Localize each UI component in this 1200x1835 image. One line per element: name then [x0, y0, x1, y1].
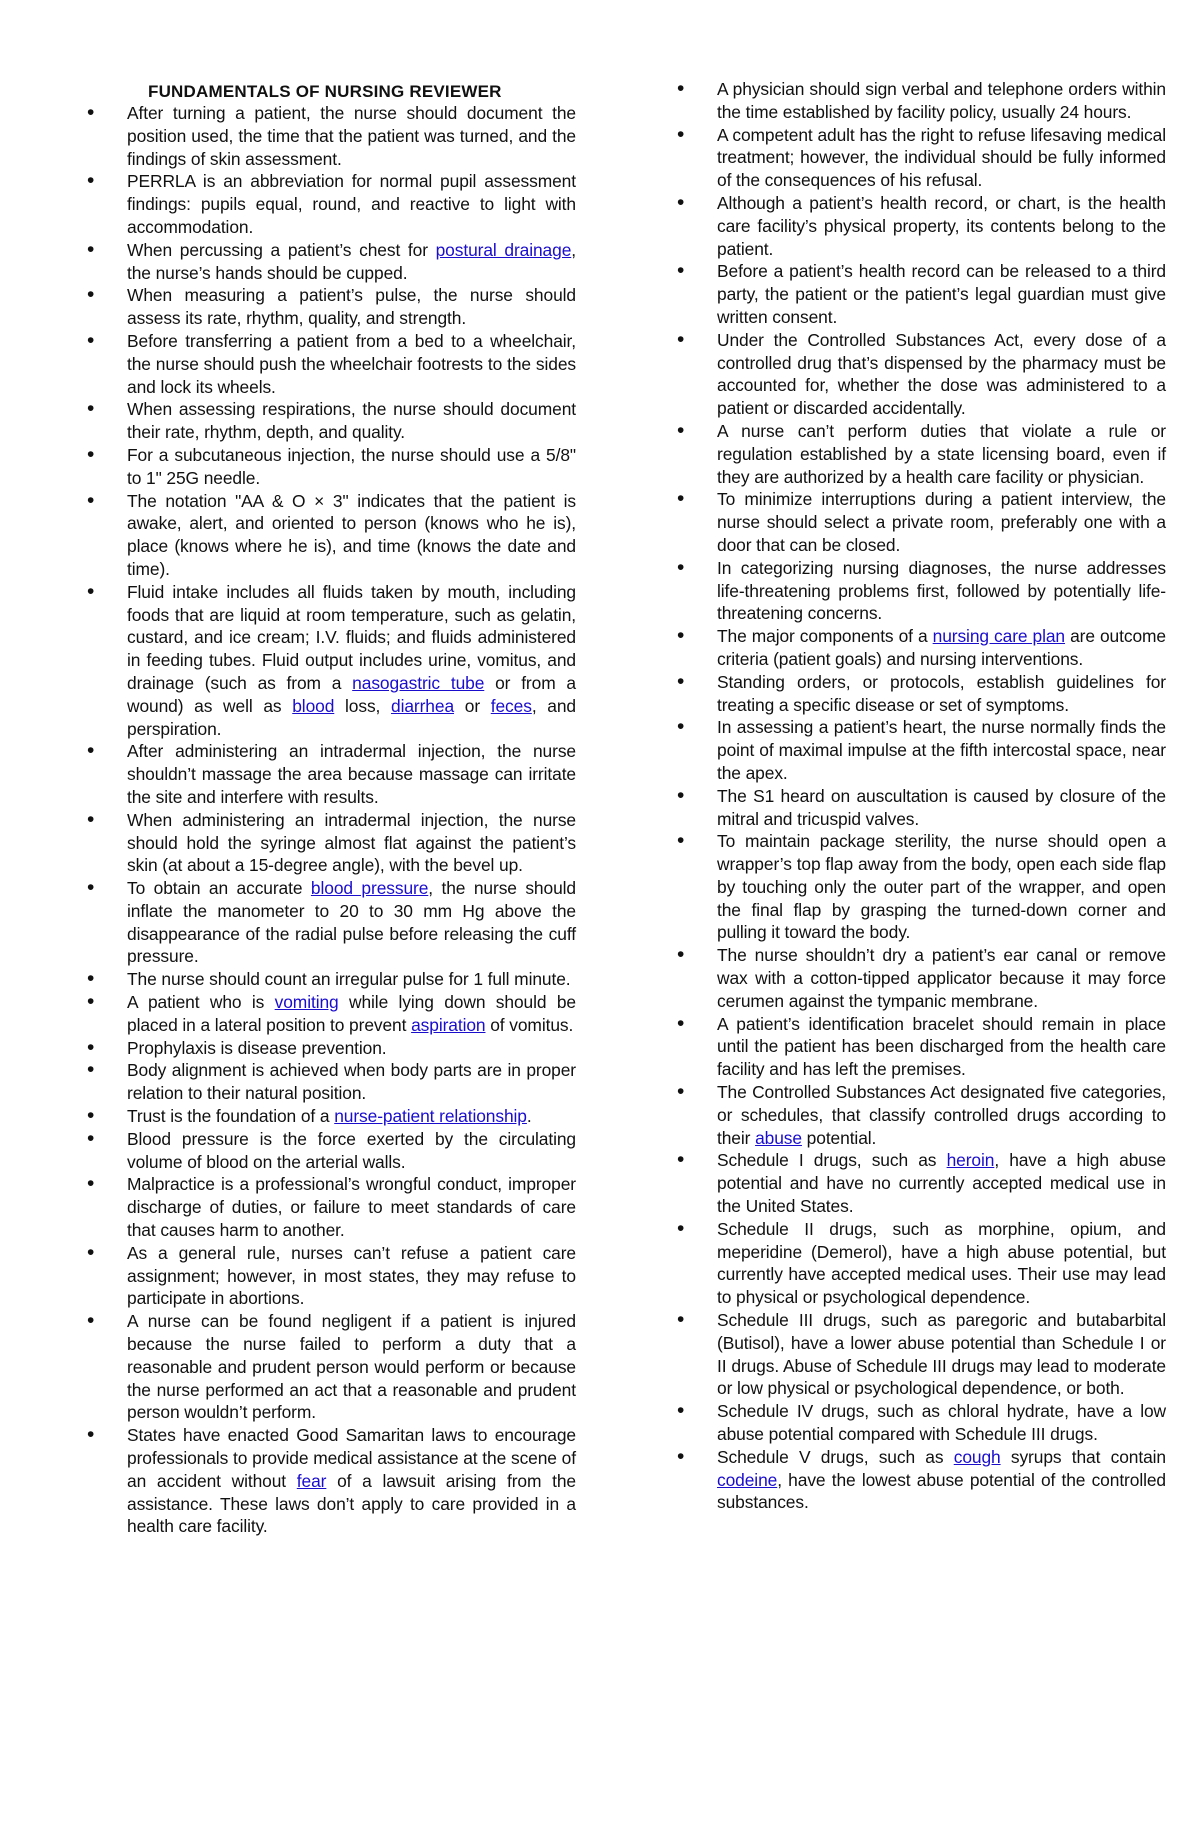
bullet-text: The S1 heard on auscultation is caused by closure of the mitral and tricuspid valves. — [717, 785, 1166, 829]
bullet-text: Fluid intake includes all fluids taken by mouth, including foods that are liquid at room temperature, such as gelatin, custard, and ice cream; I.V. fluids; and fluids administered in feeding tubes. Fluid output includes urine, vomitus, and drainage (such as from a — [127, 581, 576, 693]
inline-link[interactable]: aspiration — [411, 1014, 486, 1035]
bullet-text: As a general rule, nurses can’t refuse a patient care assignment; however, in most states, they may refuse to participate in abortions. — [127, 1242, 576, 1309]
bullet-text: Malpractice is a professional’s wrongful conduct, improper discharge of duties, or failure to meet standards of care that causes harm to another. — [127, 1174, 576, 1241]
bullet-text: loss, — [334, 695, 392, 716]
bullet-text: Schedule III drugs, such as paregoric and butabarbital (Butisol), have a lower abuse potential than Schedule I or II drugs. Abuse of Schedule III drugs may lead to moderate or low physical or psychological dependence, or both. — [717, 1310, 1166, 1399]
bullet-item — [86, 102, 576, 170]
bullet-item — [676, 1013, 1166, 1081]
bullet-text: A nurse can’t perform duties that violate a rule or regulation established by a state licensing board, even if they are authorized by a health care facility or physician. — [717, 420, 1166, 487]
bullet-item — [86, 239, 576, 285]
bullet-item — [676, 830, 1166, 944]
bullet-item — [676, 78, 1166, 124]
bullet-text: Under the Controlled Substances Act, every dose of a controlled drug that’s dispensed by the pharmacy must be accounted for, whether the dose was administered to a patient or discarded accidentally. — [717, 329, 1166, 419]
bullet-item — [86, 1059, 576, 1105]
bullet-text: syrups that contain — [1000, 1446, 1166, 1467]
bullet-text: Schedule IV drugs, such as chloral hydrate, have a low abuse potential compared with Schedule III drugs. — [717, 1401, 1166, 1445]
inline-link[interactable]: abuse — [755, 1127, 802, 1148]
bullet-item — [676, 420, 1166, 488]
bullet-text: or — [454, 695, 491, 716]
bullet-item — [676, 1218, 1166, 1309]
bullet-item — [676, 488, 1166, 556]
bullet-text: Prophylaxis is disease prevention. — [127, 1037, 387, 1058]
page-title: FUNDAMENTALS OF NURSING REVIEWER — [148, 82, 502, 101]
bullet-text: Blood pressure is the force exerted by the circulating volume of blood on the arterial walls. — [127, 1128, 576, 1172]
bullet-text: A patient’s identification bracelet should remain in place until the patient has been discharged from the health care facility and has left the premises. — [717, 1013, 1166, 1080]
bullet-item — [676, 1446, 1166, 1514]
bullet-text: The notation "AA & O × 3" indicates that the patient is awake, alert, and oriented to person (knows who he is), place (knows where he is), and time (knows the date and time). — [127, 490, 576, 579]
bullet-text: Body alignment is achieved when body parts are in proper relation to their natural position. — [127, 1060, 576, 1104]
bullet-text: The major components of a — [717, 626, 933, 647]
bullet-text: are outcome criteria (patient goals) and nursing interventions. — [717, 626, 1166, 669]
bullet-item — [86, 1037, 576, 1060]
bullet-item — [86, 1424, 576, 1538]
bullet-item — [676, 785, 1166, 831]
bullet-text: When assessing respirations, the nurse should document their rate, rhythm, depth, and quality. — [127, 399, 576, 443]
bullet-text: Although a patient’s health record, or chart, is the health care facility’s physical property, its contents belong to the patient. — [717, 192, 1166, 259]
bullet-text: When administering an intradermal injection, the nurse should hold the syringe almost flat against the patient’s skin (at about a 15-degree angle), with the bevel up. — [127, 809, 576, 876]
bullet-text: Trust is the foundation of a — [127, 1106, 335, 1127]
bullet-item — [676, 944, 1166, 1012]
inline-link[interactable]: codeine — [717, 1469, 778, 1490]
bullet-text: The Controlled Substances Act designated five categories, or schedules, that classify controlled drugs according to their — [717, 1082, 1166, 1148]
bullet-text: , the nurse should inflate the manometer to 20 to 30 mm Hg above the disappearance of the radial pulse before releasing the cuff pressure. — [127, 878, 576, 967]
bullet-text: of vomitus. — [485, 1014, 574, 1035]
inline-link[interactable]: postural drainage — [435, 239, 572, 260]
bullet-item — [86, 1173, 576, 1241]
bullet-item — [676, 716, 1166, 784]
bullet-text: A physician should sign verbal and telephone orders within the time established by facility policy, usually 24 hours. — [717, 79, 1166, 122]
bullet-text: To minimize interruptions during a patient interview, the nurse should select a private room, preferably one with a door that can be closed. — [717, 489, 1166, 555]
bullet-text: Schedule II drugs, such as morphine, opium, and meperidine (Demerol), have a high abuse potential, but currently have accepted medical uses. Their use may lead to physical or psychological dependence. — [717, 1218, 1166, 1308]
inline-link[interactable]: cough — [953, 1446, 1001, 1467]
bullet-text: For a subcutaneous injection, the nurse should use a 5/8" to 1" 25G needle. — [127, 444, 576, 488]
bullet-text: Standing orders, or protocols, establish guidelines for treating a specific disease or set of symptoms. — [717, 671, 1166, 715]
inline-link[interactable]: nursing care plan — [932, 626, 1066, 647]
bullet-text: To obtain an accurate — [127, 878, 311, 899]
left-column — [86, 78, 576, 1538]
bullet-text: States have enacted Good Samaritan laws to encourage professionals to provide medical assistance at the scene of an accident without — [127, 1425, 576, 1491]
bullet-text: A nurse can be found negligent if a patient is injured because the nurse failed to perform a duty that a reasonable and prudent person would perform or because the nurse performed an act that a reasonable and prudent person wouldn’t perform. — [127, 1311, 576, 1423]
bullet-item — [86, 170, 576, 238]
bullet-item — [676, 1149, 1166, 1217]
bullet-item — [86, 991, 576, 1037]
bullet-text: To maintain package sterility, the nurse should open a wrapper’s top flap away from the body, open each side flap by touching only the outer part of the wrapper, and open the final flap by grasping the turned-down corner and pulling it toward the body. — [717, 831, 1166, 943]
bullet-item — [676, 557, 1166, 625]
right-bullet-list — [676, 78, 1166, 1514]
bullet-item — [676, 625, 1166, 671]
bullet-item — [86, 740, 576, 808]
bullet-text: potential. — [801, 1127, 877, 1148]
bullet-item — [676, 124, 1166, 192]
inline-link[interactable]: diarrhea — [391, 695, 455, 716]
bullet-text: while lying down should be placed in a lateral position to prevent — [127, 992, 576, 1035]
inline-link[interactable]: feces — [490, 695, 532, 716]
bullet-item — [676, 1400, 1166, 1446]
bullet-text: After administering an intradermal injection, the nurse shouldn’t massage the area because massage can irritate the site and interfere with results. — [127, 741, 576, 807]
bullet-text: In assessing a patient’s heart, the nurse normally finds the point of maximal impulse at the fifth intercostal space, near the apex. — [717, 717, 1166, 783]
bullet-text: Schedule V drugs, such as — [717, 1446, 954, 1467]
bullet-item — [676, 1081, 1166, 1149]
right-column — [676, 78, 1166, 1514]
bullet-text: Schedule I drugs, such as — [717, 1150, 947, 1171]
bullet-item — [86, 809, 576, 877]
bullet-text: A patient who is — [127, 992, 275, 1013]
bullet-item — [86, 490, 576, 581]
inline-link[interactable]: nasogastric tube — [352, 672, 485, 693]
bullet-text: , have the lowest abuse potential of the controlled substances. — [717, 1469, 1166, 1513]
bullet-text: Before a patient’s health record can be released to a third party, the patient or the patient’s legal guardian must give written consent. — [717, 261, 1166, 327]
bullet-item — [676, 1309, 1166, 1400]
bullet-text: The nurse should count an irregular pulse for 1 full minute. — [127, 969, 571, 990]
bullet-item — [676, 329, 1166, 420]
bullet-text: In categorizing nursing diagnoses, the nurse addresses life-threatening problems first, followed by potentially life-threatening concerns. — [717, 557, 1166, 624]
bullet-item — [676, 260, 1166, 328]
bullet-item — [86, 398, 576, 444]
bullet-item — [86, 1242, 576, 1310]
bullet-text: , have a high abuse potential and have no currently accepted medical use in the United States. — [717, 1150, 1167, 1217]
bullet-item — [676, 192, 1166, 260]
bullet-item — [86, 968, 576, 991]
bullet-item — [86, 1310, 576, 1424]
bullet-item — [86, 1128, 576, 1174]
bullet-item — [86, 581, 576, 741]
bullet-text: , and perspiration. — [127, 695, 576, 739]
inline-link[interactable]: blood pressure — [310, 878, 429, 899]
bullet-text: of a lawsuit arising from the assistance. These laws don’t apply to care provided in a health care facility. — [127, 1470, 576, 1537]
bullet-text: After turning a patient, the nurse should document the position used, the time that the patient was turned, and the findings of skin assessment. — [127, 103, 576, 169]
bullet-text: The nurse shouldn’t dry a patient’s ear canal or remove wax with a cotton-tipped applicator because it may force cerumen against the tympanic membrane. — [717, 945, 1166, 1011]
bullet-text: Before transferring a patient from a bed to a wheelchair, the nurse should push the wheelchair footrests to the sides and lock its wheels. — [127, 330, 576, 397]
inline-link[interactable]: blood — [292, 695, 335, 716]
inline-link[interactable]: vomiting — [274, 992, 339, 1013]
bullet-item — [86, 284, 576, 330]
bullet-text: When percussing a patient’s chest for — [127, 239, 436, 260]
left-bullet-list — [86, 102, 576, 1538]
inline-link[interactable]: nurse-patient relationship — [334, 1106, 527, 1127]
inline-link[interactable]: fear — [296, 1470, 327, 1491]
bullet-item — [86, 877, 576, 968]
bullet-text: , the nurse’s hands should be cupped. — [127, 239, 576, 283]
bullet-text: When measuring a patient’s pulse, the nurse should assess its rate, rhythm, quality, and strength. — [127, 285, 576, 329]
bullet-text: . — [526, 1106, 532, 1127]
bullet-text: PERRLA is an abbreviation for normal pupil assessment findings: pupils equal, round, and reactive to light with accommodation. — [127, 171, 576, 237]
bullet-item — [86, 444, 576, 490]
bullet-text: or from a wound) as well as — [127, 672, 576, 716]
bullet-item — [86, 1105, 576, 1128]
bullet-item — [676, 671, 1166, 717]
bullet-item — [86, 330, 576, 398]
bullet-text: A competent adult has the right to refuse lifesaving medical treatment; however, the individual should be fully informed of the consequences of his refusal. — [717, 124, 1166, 191]
inline-link[interactable]: heroin — [946, 1150, 995, 1171]
